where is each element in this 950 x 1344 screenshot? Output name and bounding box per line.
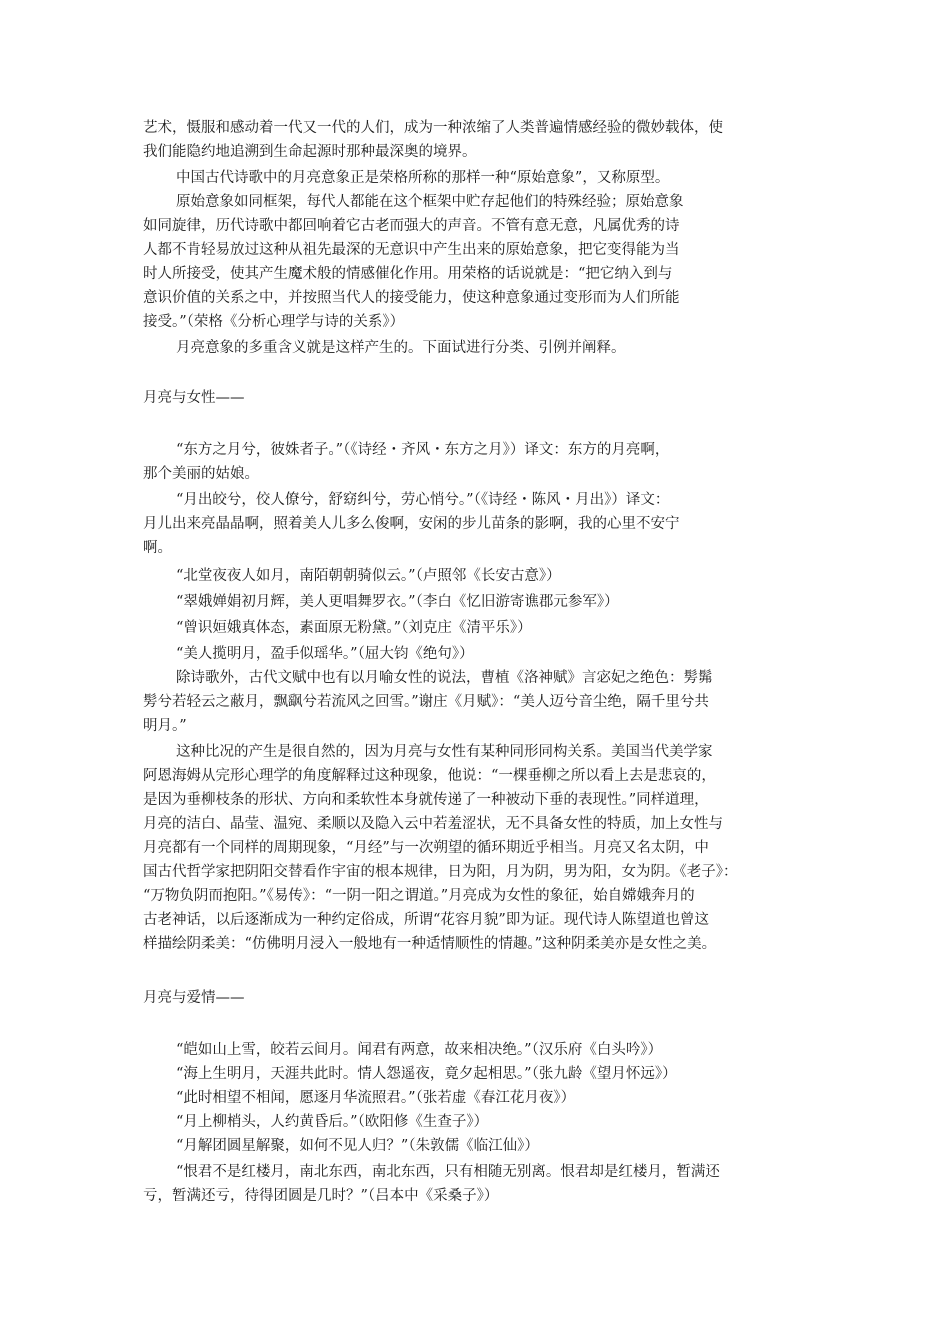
text-line: 阿恩海姆从完形心理学的角度解释过这种现象，他说：“一棵垂柳之所以看上去是悲哀的， xyxy=(143,768,716,784)
quote-line: “恨君不是红楼月，南北东西，南北东西，只有相随无别离。恨君却是红楼月，暂满还 xyxy=(176,1164,720,1180)
text-line: 时人所接受，使其产生魔术般的情感催化作用。用荣格的话说就是：“把它纳入到与 xyxy=(143,266,673,282)
quote-line: “北堂夜夜人如月，南陌朝朝骑似云。”（卢照邻《长安古意》） xyxy=(176,568,561,584)
quote-line: “皑如山上雪，皎若云间月。闻君有两意，故来相决绝。”（汉乐府《白头吟》） xyxy=(176,1042,663,1058)
quote-line: 亏，暂满还亏，待得团圆是几时？”（吕本中《采桑子》） xyxy=(143,1188,499,1204)
text-line: 这种比况的产生是很自然的，因为月亮与女性有某种同形同构关系。美国当代美学家 xyxy=(176,744,713,760)
section-heading: 月亮与爱情—— xyxy=(143,990,245,1006)
text-line: 如同旋律，历代诗歌中都回响着它古老而强大的声音。不管有意无意，凡属优秀的诗 xyxy=(143,218,680,234)
text-line: 古老神话，以后逐渐成为一种约定俗成，所谓“花容月貌”即为证。现代诗人陈望道也曾这 xyxy=(143,912,709,928)
quote-line: “此时相望不相闻，愿逐月华流照君。”（张若虚《春江花月夜》） xyxy=(176,1090,576,1106)
quote-line: “月上柳梢头，人约黄昏后。”（欧阳修《生查子》） xyxy=(176,1114,489,1130)
text-line: 艺术，慑服和感动着一代又一代的人们，成为一种浓缩了人类普遍情感经验的微妙载体，使 xyxy=(143,120,723,136)
text-line: 月亮意象的多重含义就是这样产生的。下面试进行分类、引例并阐释。 xyxy=(176,340,626,356)
text-line: 人都不肯轻易放过这种从祖先最深的无意识中产生出来的原始意象，把它变得能为当 xyxy=(143,242,680,258)
text-line: 接受。”（荣格《分析心理学与诗的关系》） xyxy=(143,314,405,330)
text-line: 我们能隐约地追溯到生命起源时那种最深奥的境界。 xyxy=(143,144,477,160)
text-line: 髣兮若轻云之蔽月，飘飖兮若流风之回雪。”谢庄《月赋》：“美人迈兮音尘绝，隔千里兮共 xyxy=(143,694,709,710)
quote-line: “海上生明月，天涯共此时。情人怨遥夜，竟夕起相思。”（张九龄《望月怀远》） xyxy=(176,1066,677,1082)
quote-line: “美人揽明月，盈手似瑶华。”（屈大钧《绝句》） xyxy=(176,646,474,662)
text-line: 样描绘阴柔美：“仿佛明月浸入一般地有一种适情顺性的情趣。”这种阴柔美亦是女性之美。 xyxy=(143,936,717,952)
text-line: “万物负阴而抱阳。”《易传》：“一阴一阳之谓道。”月亮成为女性的象征，始自嫦娥奔月的 xyxy=(143,888,695,904)
text-line: 国古代哲学家把阴阳交替看作宇宙的根本规律，日为阳，月为阴，男为阳，女为阴。《老子》： xyxy=(143,864,738,880)
quote-line: “曾识姮娥真体态，素面原无粉黛。”（刘克庄《清平乐》） xyxy=(176,620,532,636)
text-line: 明月。” xyxy=(143,718,187,734)
text-line: 中国古代诗歌中的月亮意象正是荣格所称的那样一种“原始意象”，又称原型。 xyxy=(176,170,670,186)
text-line: 是因为垂柳枝条的形状、方向和柔软性本身就传递了一种被动下垂的表现性。”同样道理， xyxy=(143,792,709,808)
quote-line: 啊。 xyxy=(143,540,172,556)
quote-line: 月儿出来亮晶晶啊，照着美人儿多么俊啊，安闲的步儿苗条的影啊，我的心里不安宁 xyxy=(143,516,680,532)
text-line: 月亮的洁白、晶莹、温宛、柔顺以及隐入云中若羞涩状，无不具备女性的特质，加上女性与 xyxy=(143,816,723,832)
quote-line: “月解团圆星解聚，如何不见人归？”（朱敦儒《临江仙》） xyxy=(176,1138,539,1154)
quote-line: “东方之月兮，彼姝者子。”（《诗经・齐风・东方之月》）译文：东方的月亮啊， xyxy=(176,442,670,458)
quote-line: 那个美丽的姑娘。 xyxy=(143,466,259,482)
text-line: 原始意象如同框架，每代人都能在这个框架中贮存起他们的特殊经验；原始意象 xyxy=(176,194,684,210)
text-line: 月亮都有一个同样的周期现象，“月经”与一次朔望的循环期近乎相当。月亮又名太阴，中 xyxy=(143,840,709,856)
section-heading: 月亮与女性—— xyxy=(143,390,245,406)
quote-line: “月出皎兮，佼人僚兮，舒窈纠兮，劳心悄兮。”（《诗经・陈风・月出》）译文： xyxy=(176,492,670,508)
text-line: 除诗歌外，古代文赋中也有以月喻女性的说法，曹植《洛神赋》言宓妃之绝色：髣髴 xyxy=(176,670,713,686)
quote-line: “翠娥婵娟初月辉，美人更唱舞罗衣。”（李白《忆旧游寄谯郡元参军》） xyxy=(176,594,619,610)
text-line: 意识价值的关系之中，并按照当代人的接受能力，使这种意象通过变形而为人们所能 xyxy=(143,290,680,306)
